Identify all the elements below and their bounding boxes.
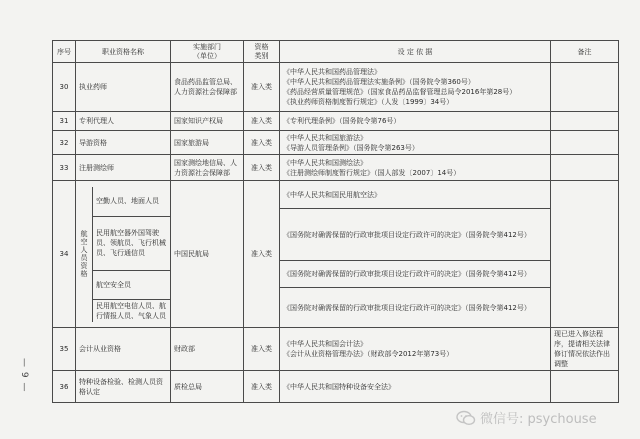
basis-line: 《会计从业资格管理办法》（财政部令2012年第73号） <box>283 350 454 358</box>
row-name: 导游资格 <box>76 131 171 155</box>
basis-line: 《国务院对确需保留的行政审批项目设定行政许可的决定》（国务院令第412号） <box>283 303 531 312</box>
basis-line: 《导游人员管理条例》（国务院令第263号） <box>283 143 419 152</box>
row-basis <box>280 288 551 328</box>
row-name-group <box>76 181 171 328</box>
row-basis <box>280 63 551 112</box>
basis-line: 《中华人民共和国会计法》 <box>283 340 367 348</box>
row-category: 准入类 <box>244 328 280 371</box>
row-category: 准入类 <box>244 181 280 328</box>
basis-line: 《中华人民共和国特种设备安全法》 <box>283 382 395 391</box>
row-no: 33 <box>53 155 76 181</box>
group-label: 航空人员资格 <box>80 230 88 278</box>
watermark <box>456 408 597 427</box>
row-basis <box>280 261 551 288</box>
header-basis: 设 定 依 据 <box>280 41 551 63</box>
row-remark <box>551 112 619 131</box>
table-row <box>53 181 619 209</box>
table-row <box>53 112 619 131</box>
row-name: 特种设备检验、检测人员资格认定 <box>76 371 171 403</box>
basis-line: 《中华人民共和国药品管理法实施条例》（国务院令第360号） <box>283 78 475 86</box>
row-dept: 财政部 <box>171 328 244 371</box>
row-remark: 现已进入修法程序，提请相关法律修订情况依法作出调整 <box>551 328 619 371</box>
row-basis <box>280 328 551 371</box>
row-name: 专利代理人 <box>76 112 171 131</box>
row-category: 准入类 <box>244 371 280 403</box>
row-no: 34 <box>53 181 76 328</box>
qualification-table <box>52 40 619 403</box>
header-remark: 备注 <box>551 41 619 63</box>
sub-name: 民用航空电信人员、航行情报人员、气象人员 <box>96 301 166 320</box>
row-basis <box>280 371 551 403</box>
header-name: 职业资格名称 <box>76 41 171 63</box>
row-basis <box>280 181 551 209</box>
row-no: 32 <box>53 131 76 155</box>
row-remark <box>551 131 619 155</box>
row-remark <box>551 181 619 328</box>
row-remark <box>551 63 619 112</box>
sub-name: 航空安全员 <box>93 271 170 300</box>
row-basis <box>280 155 551 181</box>
table-row <box>53 131 619 155</box>
row-remark <box>551 155 619 181</box>
header-seq: 序号 <box>53 41 76 63</box>
row-name: 执业药师 <box>76 63 171 112</box>
row-remark <box>551 371 619 403</box>
basis-line: 《中华人民共和国测绘法》 <box>283 158 367 167</box>
row-category: 准入类 <box>244 112 280 131</box>
sub-name: 民用航空器外国驾驶员、领航员、飞行机械员、飞行通信员 <box>93 217 170 271</box>
header-category: 资格 类别 <box>244 41 280 63</box>
basis-line: 《国务院对确需保留的行政审批项目设定行政许可的决定》（国务院令第412号） <box>283 270 531 278</box>
basis-line: 《注册测绘师制度暂行规定》（国人部发〔2007〕14号） <box>283 168 461 177</box>
row-category: 准入类 <box>244 131 280 155</box>
row-dept: 食品药品监管总局、人力资源社会保障部 <box>171 63 244 112</box>
table-row <box>53 155 619 181</box>
table-row <box>53 63 619 112</box>
row-dept: 中国民航局 <box>171 181 244 328</box>
row-no: 30 <box>53 63 76 112</box>
page-number: — 9 — <box>19 358 29 393</box>
row-category: 准入类 <box>244 63 280 112</box>
table-header-row <box>53 41 619 63</box>
row-no: 31 <box>53 112 76 131</box>
header-dept: 实施部门 （单位） <box>171 41 244 63</box>
watermark-text: 微信号: psychouse <box>480 412 597 427</box>
row-name: 注册测绘师 <box>76 155 171 181</box>
row-basis <box>280 209 551 261</box>
row-basis <box>280 131 551 155</box>
row-name: 会计从业资格 <box>76 328 171 371</box>
row-dept: 国家旅游局 <box>171 131 244 155</box>
row-dept: 质检总局 <box>171 371 244 403</box>
basis-line: 《专利代理条例》（国务院令第76号） <box>283 117 401 125</box>
basis-line: 《中华人民共和国药品管理法》 <box>283 68 381 76</box>
basis-line: 《中华人民共和国旅游法》 <box>283 133 367 142</box>
basis-line: 《药品经营质量管理规范》（国家食品药品监督管理总局令2016年第28号） <box>283 88 517 96</box>
row-category: 准入类 <box>244 155 280 181</box>
sub-name: 空勤人员、地面人员 <box>93 187 170 217</box>
row-basis <box>280 112 551 131</box>
table-row <box>53 371 619 403</box>
basis-line: 《国务院对确需保留的行政审批项目设定行政许可的决定》（国务院令第412号） <box>283 230 531 239</box>
row-no: 35 <box>53 328 76 371</box>
row-dept: 国家知识产权局 <box>171 112 244 131</box>
row-no: 36 <box>53 371 76 403</box>
basis-line: 《执业药师资格制度暂行规定》（人发〔1999〕34号） <box>283 98 454 106</box>
row-dept: 国家测绘地信局、人力资源社会保障部 <box>171 155 244 181</box>
table-row <box>53 328 619 371</box>
wechat-icon <box>456 410 476 426</box>
basis-line: 《中华人民共和国民用航空法》 <box>283 190 381 199</box>
